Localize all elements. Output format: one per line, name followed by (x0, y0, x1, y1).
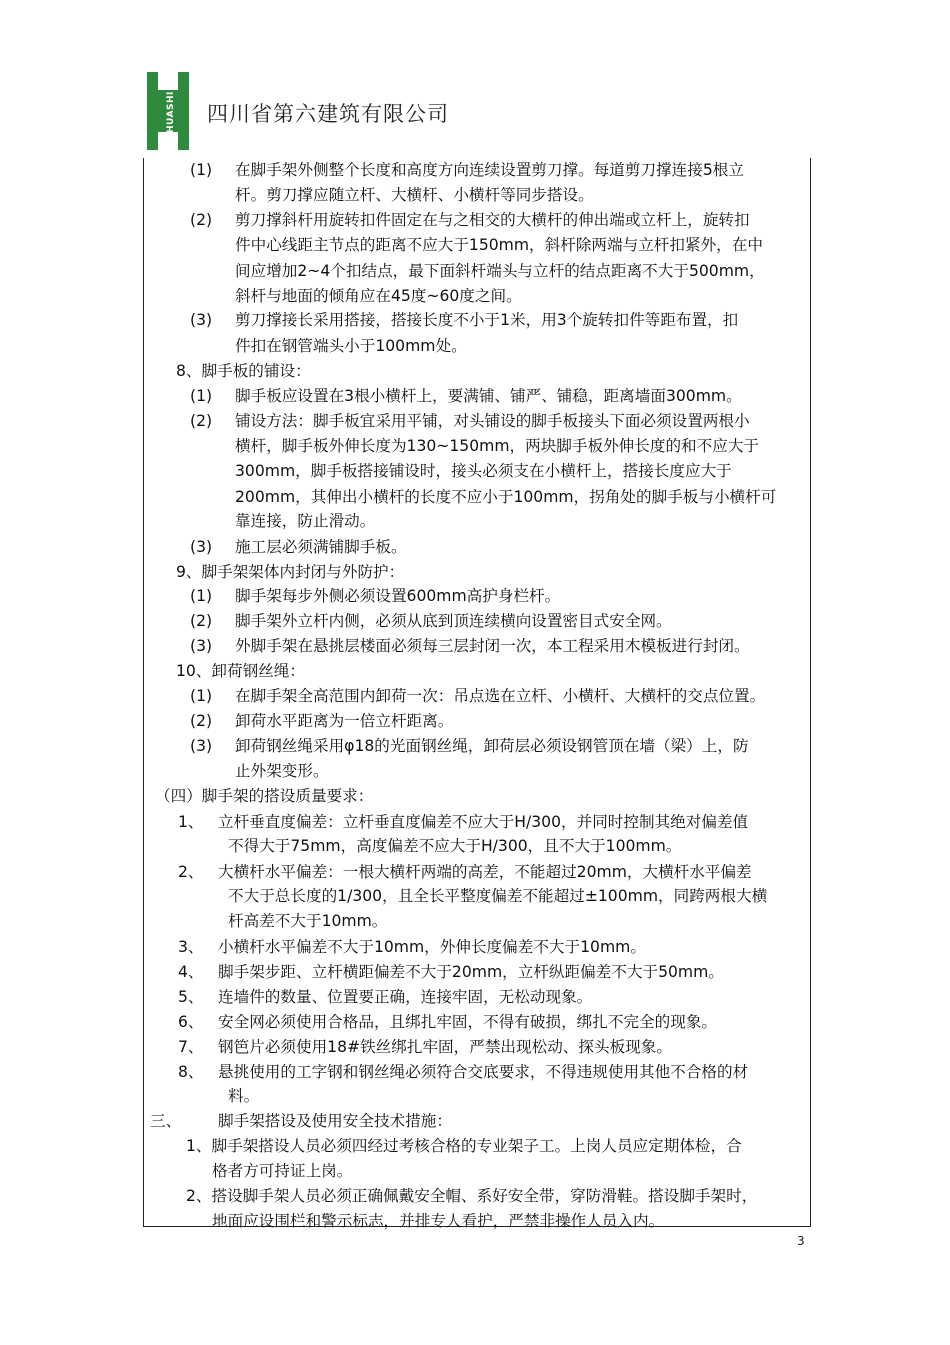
text-line: 6、 (178, 1013, 204, 1031)
text-line: 剪刀撑接长采用搭接，搭接长度不小于1米，用3个旋转扣件等距布置，扣 (235, 311, 739, 329)
text-line: 脚手架每步外侧必须设置600mm高护身栏杆。 (235, 587, 561, 605)
text-line: 不得大于75mm，高度偏差不应大于H/300，且不大于100mm。 (228, 837, 682, 855)
text-line: 止外架变形。 (235, 762, 329, 780)
text-line: (2) (190, 211, 213, 229)
text-line: 2、 (178, 863, 204, 881)
text-line: 杆。剪刀撑应随立杆、大横杆、小横杆等同步搭设。 (235, 186, 594, 204)
text-line: 件扣在钢管端头小于100mm处。 (235, 337, 467, 355)
text-line: 1、脚手架搭设人员必须四经过考核合格的专业架子工。上岗人员应定期体检，合 (186, 1137, 742, 1155)
text-line: 1、 (178, 813, 204, 831)
text-line: 卸荷钢丝绳采用φ18的光面钢丝绳，卸荷层必须设钢管顶在墙（梁）上，防 (235, 737, 749, 755)
text-line: 脚手板应设置在3根小横杆上，要满铺、铺严、铺稳，距离墙面300mm。 (235, 387, 742, 405)
text-line: 9、脚手架架体内封闭与外防护： (176, 563, 405, 581)
text-line: 外脚手架在悬挑层楼面必须每三层封闭一次，本工程采用木模板进行封闭。 (235, 637, 750, 655)
text-line: 10、卸荷钢丝绳： (176, 662, 305, 680)
text-line: (2) (190, 412, 213, 430)
text-line: 大横杆水平偏差：一根大横杆两端的高差，不能超过20mm，大横杆水平偏差 (218, 863, 752, 881)
company-logo (147, 72, 189, 150)
text-line: 件中心线距主节点的距离不应大于150mm，斜杆除两端与立杆扣紧外，在中 (235, 236, 763, 254)
text-line: 200mm，其伸出小横杆的长度不应小于100mm，拐角处的脚手板与小横杆可 (235, 488, 777, 506)
text-line: 斜杆与地面的倾角应在45度~60度之间。 (235, 287, 522, 305)
text-line: 脚手架外立杆内侧，必须从底到顶连续横向设置密目式安全网。 (235, 612, 672, 630)
text-line: (2) (190, 712, 213, 730)
page-number: 3 (797, 1234, 805, 1248)
text-line: 钢笆片必须使用18#铁丝绑扎牢固，严禁出现松动、探头板现象。 (218, 1038, 672, 1056)
text-line: 5、 (178, 988, 204, 1006)
text-line: 在脚手架全高范围内卸荷一次：吊点选在立杆、小横杆、大横杆的交点位置。 (235, 687, 766, 705)
text-line: (3) (190, 737, 213, 755)
text-line: 地面应设围栏和警示标志，并排专人看护，严禁非操作人员入内。 (212, 1212, 665, 1230)
text-line: 杆高差不大于10mm。 (228, 912, 388, 930)
text-line: (3) (190, 538, 213, 556)
text-line: 剪刀撑斜杆用旋转扣件固定在与之相交的大横杆的伸出端或立杆上，旋转扣 (235, 211, 750, 229)
text-line: 连墙件的数量、位置要正确，连接牢固，无松动现象。 (218, 988, 593, 1006)
text-line: 3、 (178, 938, 204, 956)
text-line: 卸荷水平距离为一倍立杆距离。 (235, 712, 454, 730)
text-line: (1) (190, 587, 213, 605)
text-line: (2) (190, 612, 213, 630)
text-line: 间应增加2~4个扣结点，最下面斜杆端头与立杆的结点距离不大于500mm， (235, 262, 765, 280)
text-line: (1) (190, 687, 213, 705)
text-line: (1) (190, 161, 213, 179)
text-line: 脚手架搭设及使用安全技术措施： (218, 1112, 452, 1130)
text-line: 8、脚手板的铺设： (176, 362, 311, 380)
text-line: 立杆垂直度偏差：立杆垂直度偏差不应大于H/300，并同时控制其绝对偏差值 (218, 813, 749, 831)
text-line: 不大于总长度的1/300，且全长平整度偏差不能超过±100mm，同跨两根大横 (228, 887, 768, 905)
text-line: (1) (190, 387, 213, 405)
text-line: 横杆，脚手板外伸长度为130~150mm，两块脚手板外伸长度的和不应大于 (235, 437, 760, 455)
text-line: （四）脚手架的搭设质量要求： (155, 787, 374, 805)
text-line: 2、搭设脚手架人员必须正确佩戴安全帽、系好安全带，穿防滑鞋。搭设脚手架时， (186, 1187, 758, 1205)
svg-text:HUASHI: HUASHI (166, 91, 176, 133)
text-line: 脚手架步距、立杆横距偏差不大于20mm，立杆纵距偏差不大于50mm。 (218, 963, 724, 981)
text-line: 格者方可持证上岗。 (212, 1162, 353, 1180)
text-line: 小横杆水平偏差不大于10mm，外伸长度偏差不大于10mm。 (218, 938, 646, 956)
text-line: 7、 (178, 1038, 204, 1056)
text-line: 在脚手架外侧整个长度和高度方向连续设置剪刀撑。每道剪刀撑连接5根立 (235, 161, 744, 179)
text-line: 安全网必须使用合格品，且绑扎牢固，不得有破损，绑扎不完全的现象。 (218, 1013, 718, 1031)
text-line: 4、 (178, 963, 204, 981)
text-line: 悬挑使用的工字钢和钢丝绳必须符合交底要求，不得违规使用其他不合格的材 (218, 1063, 749, 1081)
company-name: 四川省第六建筑有限公司 (207, 102, 449, 126)
text-line: 300mm，脚手板搭接铺设时，接头必须支在小横杆上，搭接长度应大于 (235, 462, 732, 480)
text-line: 靠连接，防止滑动。 (235, 512, 376, 530)
text-line: 料。 (228, 1087, 260, 1105)
text-line: 三、 (150, 1112, 182, 1130)
text-line: (3) (190, 637, 213, 655)
text-line: 铺设方法：脚手板宜采用平铺，对头铺设的脚手板接头下面必须设置两根小 (235, 412, 750, 430)
text-line: 8、 (178, 1063, 204, 1081)
text-line: 施工层必须满铺脚手板。 (235, 538, 407, 556)
text-line: (3) (190, 311, 213, 329)
